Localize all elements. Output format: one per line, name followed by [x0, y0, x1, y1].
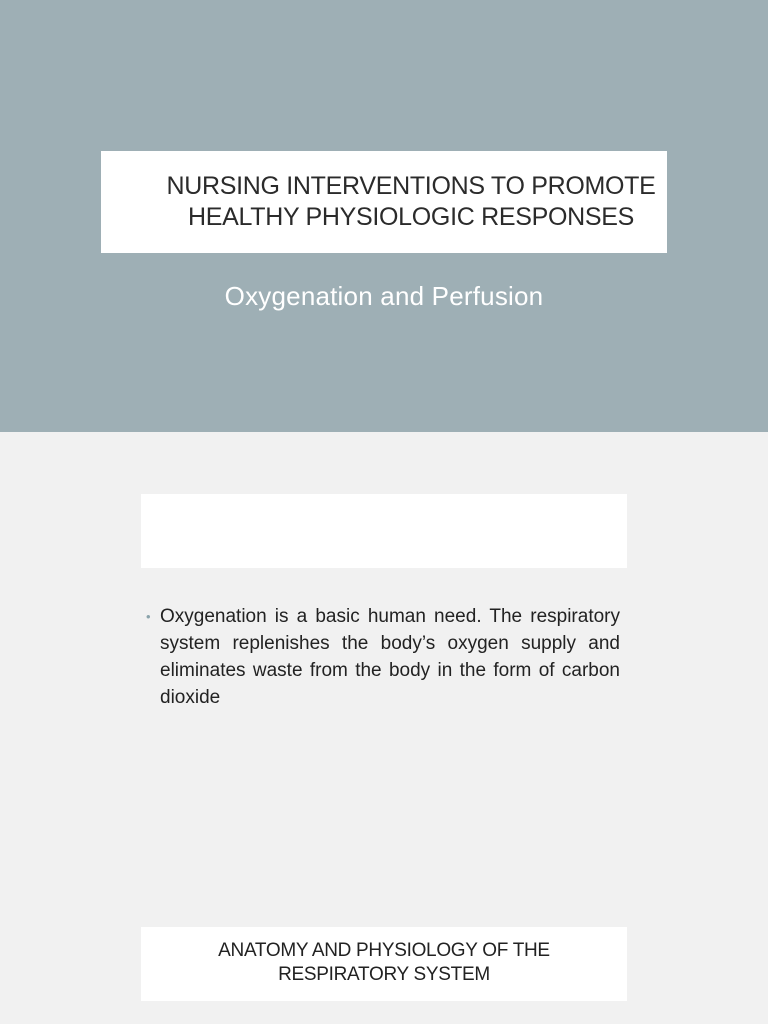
- empty-title-box: [141, 494, 627, 568]
- section-title: ANATOMY AND PHYSIOLOGY OF THE RESPIRATORY SYSTEM: [218, 940, 550, 985]
- slide-subtitle: Oxygenation and Perfusion: [224, 281, 544, 311]
- bullet-text: Oxygenation is a basic human need. The respiratory system replenishes the body’s oxygen supply and eliminates waste from the body in the form of carbon dioxide: [160, 606, 620, 708]
- slide-title: NURSING INTERVENTIONS TO PROMOTE HEALTHY PHYSIOLOGIC RESPONSES: [166, 172, 656, 231]
- title-slide: [0, 0, 768, 432]
- bullet-item: [146, 603, 620, 711]
- section-title-box: [141, 927, 627, 1001]
- bullet-icon: •: [146, 609, 151, 624]
- title-box: [101, 151, 667, 253]
